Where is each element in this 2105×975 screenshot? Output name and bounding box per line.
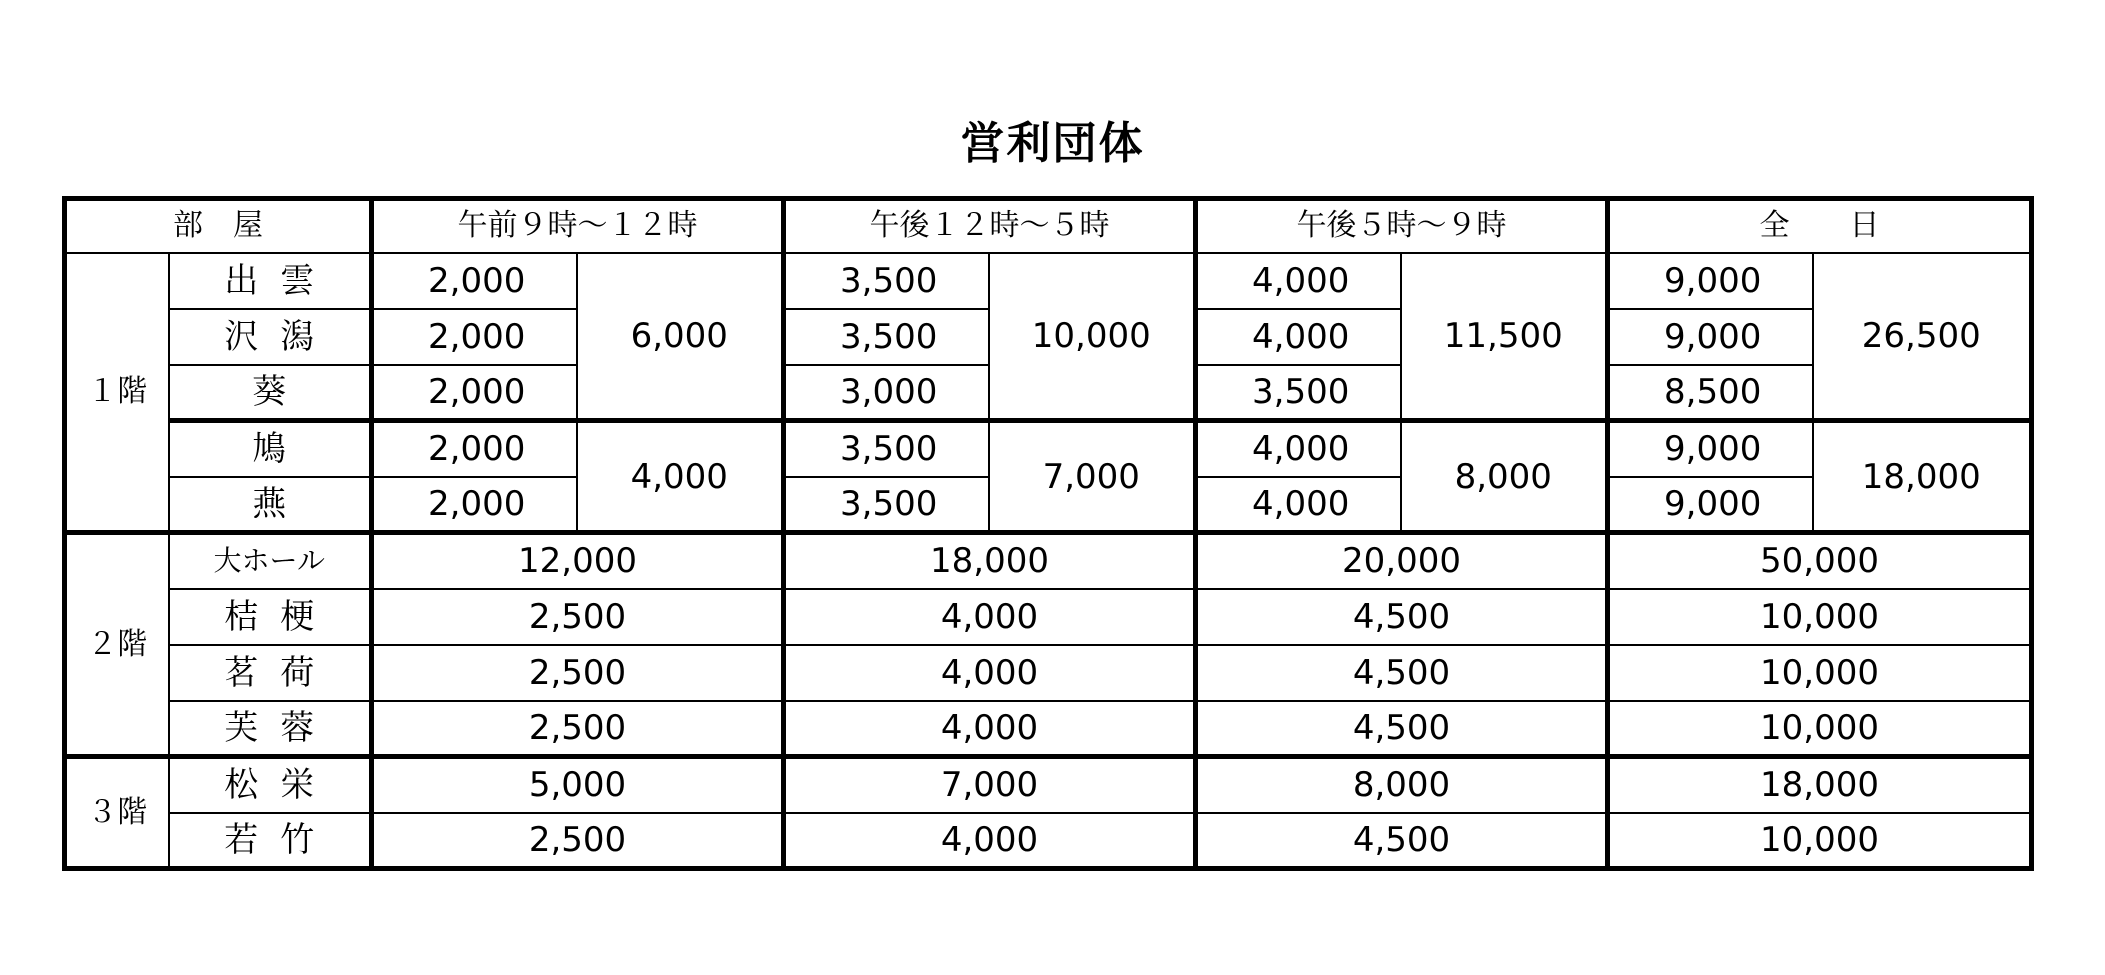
- price-cell: 3,500: [784, 421, 989, 477]
- price-cell: 2,500: [372, 701, 784, 757]
- price-cell: 10,000: [1608, 589, 2032, 645]
- price-cell: 4,000: [1196, 477, 1401, 533]
- price-cell: 12,000: [372, 533, 784, 589]
- room-name: 大ホール: [169, 533, 372, 589]
- room-name: 葵: [169, 365, 372, 421]
- price-cell: 9,000: [1608, 477, 1813, 533]
- page-title: 営利団体: [960, 118, 1145, 169]
- price-cell: 3,500: [784, 309, 989, 365]
- combined-price-cell: 6,000: [577, 253, 784, 421]
- price-cell: 4,500: [1196, 645, 1608, 701]
- combined-price-cell: 8,000: [1401, 421, 1608, 533]
- room-name: 沢潟: [169, 309, 372, 365]
- combined-price-cell: 18,000: [1813, 421, 2032, 533]
- table-row: [65, 589, 2032, 645]
- price-cell: 9,000: [1608, 421, 1813, 477]
- price-cell: 3,500: [1196, 365, 1401, 421]
- price-cell: 4,500: [1196, 589, 1608, 645]
- room-name: 鳩: [169, 421, 372, 477]
- price-cell: 50,000: [1608, 533, 2032, 589]
- combined-price-cell: 26,500: [1813, 253, 2032, 421]
- price-cell: 2,000: [372, 309, 577, 365]
- price-cell: 2,500: [372, 813, 784, 869]
- price-cell: 3,500: [784, 477, 989, 533]
- price-cell: 7,000: [784, 757, 1196, 813]
- room-name: 若竹: [169, 813, 372, 869]
- combined-price-cell: 4,000: [577, 421, 784, 533]
- room-name: 出雲: [169, 253, 372, 309]
- price-cell: 3,000: [784, 365, 989, 421]
- header-evening: 午後５時～９時: [1196, 199, 1608, 253]
- price-cell: 8,500: [1608, 365, 1813, 421]
- room-name: 桔梗: [169, 589, 372, 645]
- room-name: 茗荷: [169, 645, 372, 701]
- price-cell: 9,000: [1608, 253, 1813, 309]
- price-cell: 2,000: [372, 253, 577, 309]
- header-room: 部 屋: [65, 199, 372, 253]
- room-name: 燕: [169, 477, 372, 533]
- table-row: [65, 757, 2032, 813]
- price-cell: 4,000: [784, 645, 1196, 701]
- table-row: [65, 701, 2032, 757]
- price-table: [62, 196, 2034, 871]
- combined-price-cell: 11,500: [1401, 253, 1608, 421]
- table-row: [65, 421, 2032, 477]
- table-row: [65, 253, 2032, 309]
- price-cell: 4,000: [784, 589, 1196, 645]
- floor-label-1f: １階: [65, 253, 169, 533]
- header-morning: 午前９時～１２時: [372, 199, 784, 253]
- price-cell: 2,500: [372, 645, 784, 701]
- price-cell: 18,000: [1608, 757, 2032, 813]
- price-cell: 4,000: [784, 701, 1196, 757]
- price-cell: 10,000: [1608, 645, 2032, 701]
- table-row: [65, 813, 2032, 869]
- combined-price-cell: 10,000: [989, 253, 1196, 421]
- price-cell: 9,000: [1608, 309, 1813, 365]
- price-cell: 4,000: [1196, 253, 1401, 309]
- price-cell: 4,500: [1196, 813, 1608, 869]
- header-row: [65, 199, 2032, 253]
- floor-label-3f: ３階: [65, 757, 169, 869]
- price-cell: 4,500: [1196, 701, 1608, 757]
- price-cell: 3,500: [784, 253, 989, 309]
- combined-price-cell: 7,000: [989, 421, 1196, 533]
- price-cell: 10,000: [1608, 813, 2032, 869]
- room-name: 松栄: [169, 757, 372, 813]
- table-row: [65, 533, 2032, 589]
- floor-label-2f: ２階: [65, 533, 169, 757]
- price-cell: 2,000: [372, 421, 577, 477]
- price-cell: 5,000: [372, 757, 784, 813]
- header-afternoon: 午後１２時～５時: [784, 199, 1196, 253]
- price-cell: 18,000: [784, 533, 1196, 589]
- price-cell: 10,000: [1608, 701, 2032, 757]
- price-cell: 4,000: [784, 813, 1196, 869]
- price-cell: 4,000: [1196, 309, 1401, 365]
- room-name: 芙蓉: [169, 701, 372, 757]
- price-cell: 2,000: [372, 477, 577, 533]
- price-cell: 20,000: [1196, 533, 1608, 589]
- table-row: [65, 645, 2032, 701]
- price-cell: 2,500: [372, 589, 784, 645]
- price-cell: 2,000: [372, 365, 577, 421]
- price-cell: 4,000: [1196, 421, 1401, 477]
- price-cell: 8,000: [1196, 757, 1608, 813]
- header-allday: 全 日: [1608, 199, 2032, 253]
